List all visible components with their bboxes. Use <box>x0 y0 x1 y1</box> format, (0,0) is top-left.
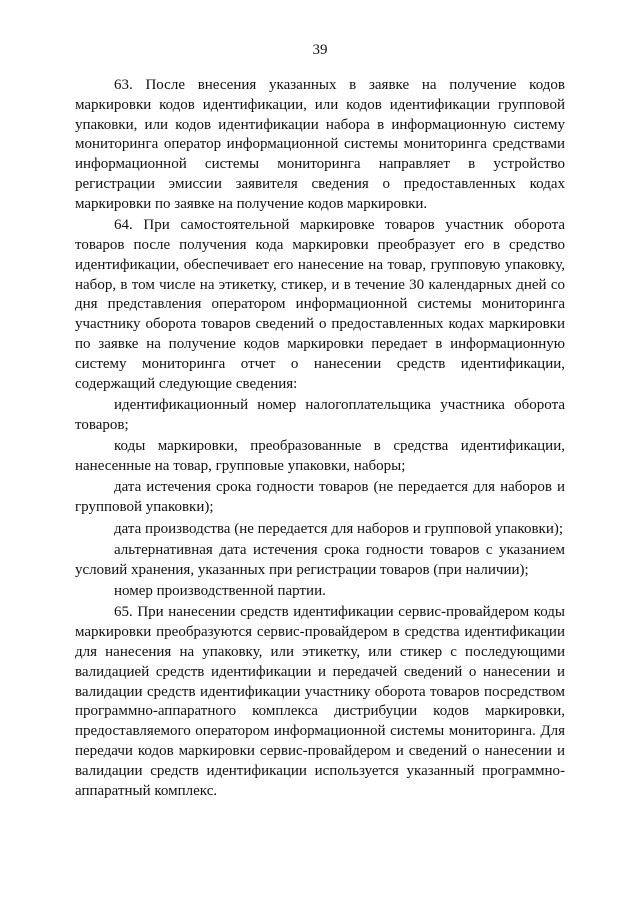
list-item-batch-number: номер производственной партии. <box>114 583 326 600</box>
list-item-marking-codes: коды маркировки, преобразованные в средства идентификации, нанесенные на товар, групповые упаковки, наборы; <box>75 438 565 474</box>
list-item-production-date: дата производства (не передается для наборов и групповой упаковки); <box>114 520 564 537</box>
paragraph-65: 65. При нанесении средств идентификации сервис-провайдером коды маркировки преобразуются сервис-провайдером в средства идентификации для нанесения на упаковку, или этикетку, или стикер с последующими валидацией средств идентификации и передачей сведений о нанесении и валидации средств идентификации участнику оборота товаров посредством программно-аппаратного комплекса дистрибуции кодов маркировки, предоставляемого оператором информационной системы мониторинга. Для передачи кодов маркировки сервис-провайдером и сведений о нанесении и валидации средств идентификации используется указанный программно-аппаратный комплекс. <box>75 604 565 799</box>
paragraph-63: 63. После внесения указанных в заявке на получение кодов маркировки кодов идентификации, или кодов идентификации групповой упаковки, или кодов идентификации набора в информационную систему мониторинга оператор информационной системы мониторинга средствами информационной системы мониторинга направляет в устройство регистрации эмиссии заявителя сведения о предоставленных кодах маркировки по заявке на получение кодов маркировки. <box>75 77 565 212</box>
document-body <box>75 76 565 803</box>
paragraph-64: 64. При самостоятельной маркировке товаров участник оборота товаров после получения кода маркировки преобразует его в средство идентификации, обеспечивает его нанесение на товар, групповую упаковку, набор, в том числе на этикетку, стикер, и в течение 30 календарных дней со дня представления оператором информационной системы мониторинга участнику оборота товаров сведений о предоставленных кодах маркировки по заявке на получение кодов маркировки передает в информационную систему мониторинга отчет о нанесении средств идентификации, содержащий следующие сведения: <box>75 217 565 392</box>
list-item-expiry-date: дата истечения срока годности товаров (не передается для наборов и групповой упаковки); <box>75 479 565 516</box>
list-item-inn: идентификационный номер налогоплательщика участника оборота товаров; <box>75 396 565 433</box>
page-number: 39 <box>312 42 328 58</box>
list-item-alternative-expiry: альтернативная дата истечения срока годности товаров с указанием условий хранения, указанных при регистрации товаров (при наличии); <box>75 541 565 578</box>
